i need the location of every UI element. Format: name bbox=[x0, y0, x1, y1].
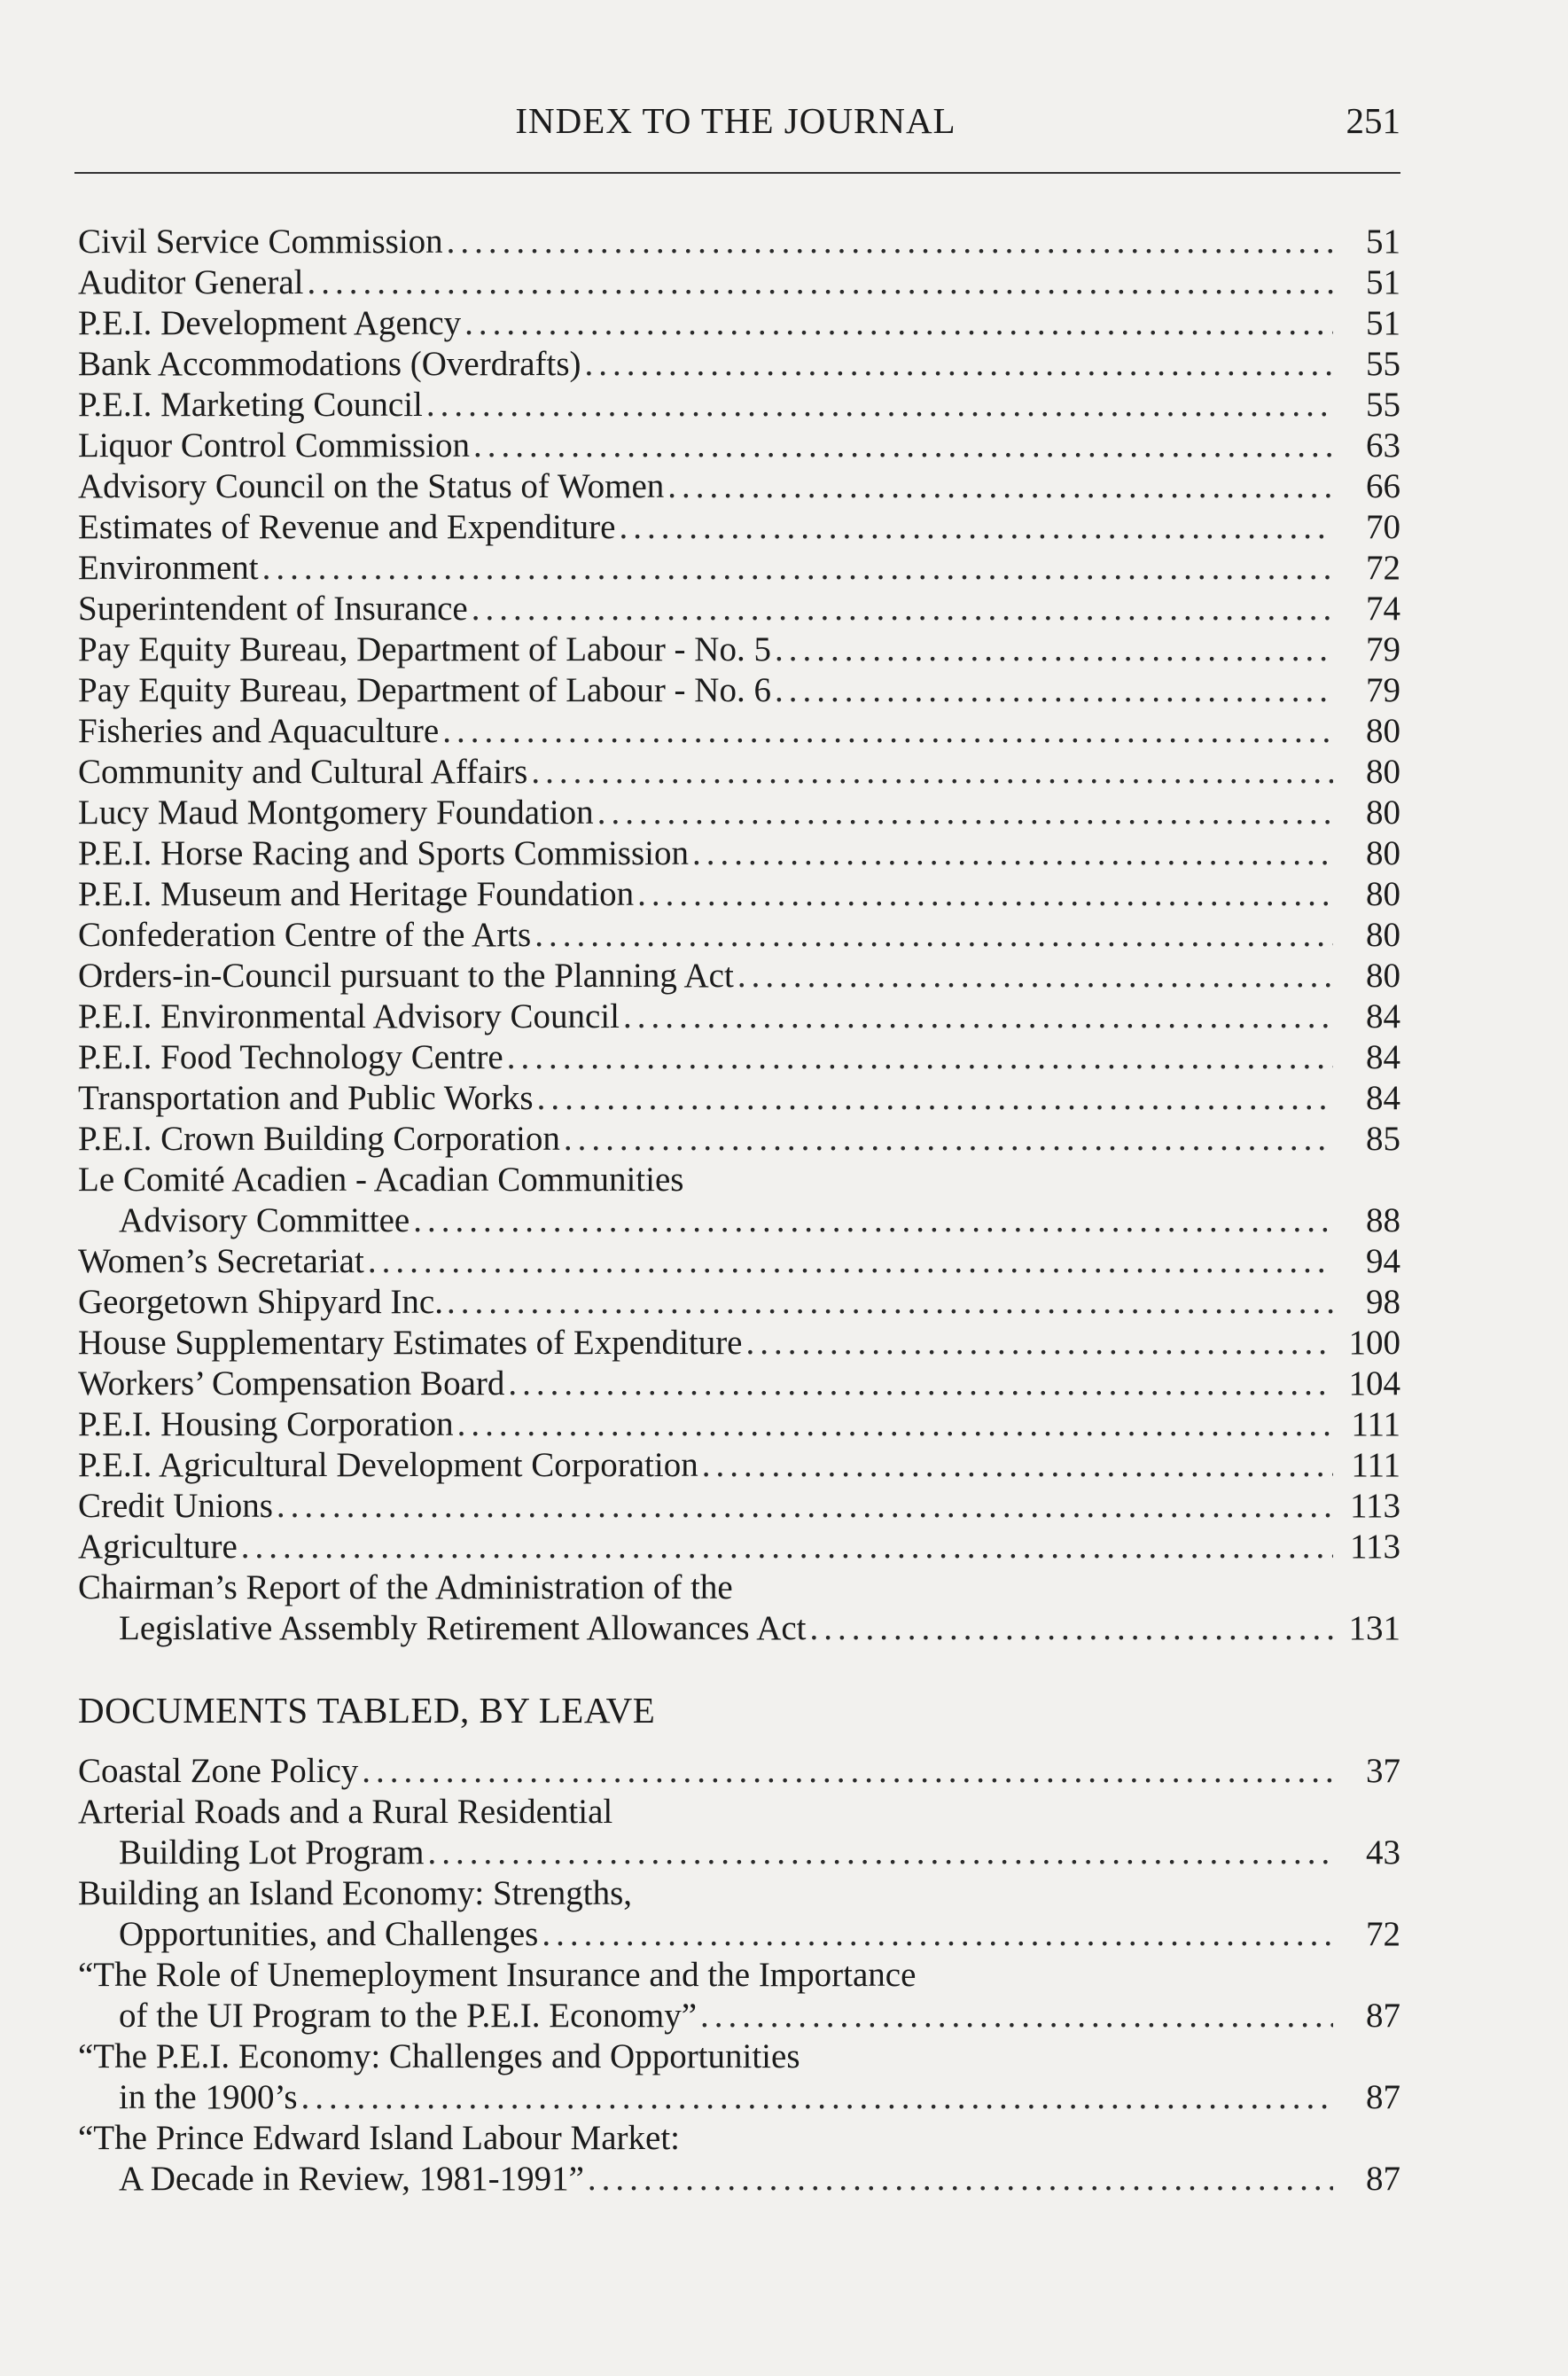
entry-line bbox=[78, 629, 1408, 670]
index-entry bbox=[78, 1527, 1408, 1567]
entry-page-number: 87 bbox=[1366, 1997, 1400, 2035]
index-entry bbox=[78, 752, 1408, 793]
entry-title: Arterial Roads and a Rural Residential bbox=[78, 1793, 613, 1831]
entry-line bbox=[78, 670, 1408, 711]
dot-leader bbox=[775, 670, 1333, 711]
entry-page-number: 111 bbox=[1351, 1446, 1400, 1484]
dot-leader bbox=[775, 629, 1333, 670]
entry-line bbox=[78, 752, 1408, 793]
entry-line bbox=[78, 2118, 1408, 2159]
dot-leader bbox=[692, 833, 1333, 874]
entry-title: “The Role of Unemeployment Insurance and the Importance bbox=[78, 1956, 917, 1994]
index-entry bbox=[78, 385, 1408, 426]
index-entry bbox=[78, 874, 1408, 915]
dot-leader bbox=[241, 1527, 1333, 1567]
entry-title: Advisory Council on the Status of Women bbox=[78, 467, 665, 505]
entry-page-number: 80 bbox=[1366, 834, 1400, 872]
entry-title: P.E.I. Housing Corporation bbox=[78, 1405, 454, 1443]
entry-page-number: 55 bbox=[1366, 386, 1400, 424]
entry-line bbox=[78, 956, 1408, 997]
entry-continuation-line bbox=[78, 1608, 1408, 1649]
entry-title: Women’s Secretariat bbox=[78, 1242, 364, 1280]
dot-leader bbox=[262, 548, 1333, 589]
index-entry bbox=[78, 833, 1408, 874]
entry-title: Building Lot Program bbox=[119, 1833, 425, 1872]
index-entry bbox=[78, 1955, 1408, 2036]
entry-line bbox=[78, 793, 1408, 833]
entry-title: Estimates of Revenue and Expenditure bbox=[78, 508, 616, 546]
entry-page-number: 74 bbox=[1366, 590, 1400, 628]
entry-page-number: 80 bbox=[1366, 875, 1400, 913]
entry-page-number: 80 bbox=[1366, 916, 1400, 954]
entry-title: Georgetown Shipyard Inc. bbox=[78, 1283, 443, 1321]
entry-title: in the 1900’s bbox=[119, 2078, 298, 2116]
entry-title: P.E.I. Crown Building Corporation bbox=[78, 1120, 560, 1158]
dot-leader bbox=[637, 874, 1333, 915]
dot-leader bbox=[447, 1282, 1333, 1323]
entry-page-number: 79 bbox=[1366, 630, 1400, 668]
entry-page-number: 51 bbox=[1366, 304, 1400, 342]
entry-title: Environment bbox=[78, 549, 259, 587]
entry-line bbox=[78, 548, 1408, 589]
entry-page-number: 104 bbox=[1348, 1364, 1400, 1403]
dot-leader bbox=[464, 303, 1333, 344]
running-title: INDEX TO THE JOURNAL bbox=[515, 100, 956, 141]
dot-leader bbox=[428, 1833, 1334, 1873]
entry-line bbox=[78, 1241, 1408, 1282]
index-entry bbox=[78, 793, 1408, 833]
entry-title: Superintendent of Insurance bbox=[78, 590, 468, 628]
entry-line bbox=[78, 833, 1408, 874]
entry-continuation-line bbox=[78, 1996, 1408, 2036]
index-entry bbox=[78, 1241, 1408, 1282]
index-entry bbox=[78, 1282, 1408, 1323]
entry-page-number: 131 bbox=[1348, 1609, 1400, 1647]
dot-leader bbox=[473, 426, 1333, 466]
index-entry bbox=[78, 1078, 1408, 1119]
index-entry bbox=[78, 507, 1408, 548]
entry-title: Advisory Committee bbox=[119, 1201, 410, 1239]
entry-title: P.E.I. Agricultural Development Corporation bbox=[78, 1446, 698, 1484]
dot-leader bbox=[362, 1751, 1333, 1792]
entry-line bbox=[78, 1404, 1408, 1445]
entry-title: Chairman’s Report of the Administration of the bbox=[78, 1568, 733, 1606]
dot-leader bbox=[810, 1608, 1333, 1649]
entry-title: P.E.I. Development Agency bbox=[78, 304, 462, 342]
entry-title: P.E.I. Environmental Advisory Council bbox=[78, 997, 620, 1036]
entry-title: Auditor General bbox=[78, 263, 304, 301]
dot-leader bbox=[623, 997, 1333, 1037]
entry-line bbox=[78, 1323, 1408, 1364]
entry-page-number: 80 bbox=[1366, 957, 1400, 995]
index-entry bbox=[78, 1037, 1408, 1078]
dot-leader bbox=[702, 1445, 1333, 1486]
dot-leader bbox=[746, 1323, 1334, 1364]
index-entry bbox=[78, 1445, 1408, 1486]
entry-title: Bank Accommodations (Overdrafts) bbox=[78, 345, 581, 383]
entry-line bbox=[78, 1527, 1408, 1567]
index-entry bbox=[78, 222, 1408, 262]
index-entry bbox=[78, 303, 1408, 344]
entry-title: of the UI Program to the P.E.I. Economy” bbox=[119, 1997, 698, 2035]
dot-leader bbox=[737, 956, 1333, 997]
entry-line bbox=[78, 1955, 1408, 1996]
entry-page-number: 87 bbox=[1366, 2160, 1400, 2198]
dot-leader bbox=[508, 1364, 1333, 1404]
dot-leader bbox=[507, 1037, 1333, 1078]
entry-line bbox=[78, 385, 1408, 426]
entry-line bbox=[78, 1160, 1408, 1200]
index-entry bbox=[78, 589, 1408, 629]
dot-leader bbox=[426, 385, 1333, 426]
entry-title: Building an Island Economy: Strengths, bbox=[78, 1874, 633, 1912]
entry-page-number: 80 bbox=[1366, 753, 1400, 791]
entry-page-number: 80 bbox=[1366, 712, 1400, 750]
entry-title: P.E.I. Horse Racing and Sports Commission bbox=[78, 834, 689, 872]
index-entry bbox=[78, 1404, 1408, 1445]
index-entry bbox=[78, 956, 1408, 997]
entry-page-number: 51 bbox=[1366, 223, 1400, 261]
index-entry bbox=[78, 2036, 1408, 2118]
index-entry bbox=[78, 344, 1408, 385]
entry-continuation-line bbox=[78, 1200, 1408, 1241]
entry-page-number: 88 bbox=[1366, 1201, 1400, 1239]
entry-line bbox=[78, 874, 1408, 915]
entry-page-number: 55 bbox=[1366, 345, 1400, 383]
entry-page-number: 37 bbox=[1366, 1752, 1400, 1790]
dot-leader bbox=[534, 915, 1333, 956]
dot-leader bbox=[542, 1914, 1333, 1955]
entry-title: Legislative Assembly Retirement Allowances Act bbox=[119, 1609, 807, 1647]
index-entry bbox=[78, 1567, 1408, 1649]
index-entry bbox=[78, 548, 1408, 589]
index-entry bbox=[78, 1323, 1408, 1364]
entry-title: Civil Service Commission bbox=[78, 223, 443, 261]
entry-page-number: 43 bbox=[1366, 1833, 1400, 1872]
entry-title: Workers’ Compensation Board bbox=[78, 1364, 505, 1403]
entry-title: Credit Unions bbox=[78, 1487, 273, 1525]
entry-line bbox=[78, 466, 1408, 507]
index-entry bbox=[78, 711, 1408, 752]
entry-line bbox=[78, 1873, 1408, 1914]
entry-page-number: 70 bbox=[1366, 508, 1400, 546]
entry-title: Opportunities, and Challenges bbox=[119, 1915, 539, 1953]
entry-line bbox=[78, 344, 1408, 385]
entry-line bbox=[78, 2036, 1408, 2077]
dot-leader bbox=[585, 344, 1333, 385]
dot-leader bbox=[531, 752, 1333, 793]
entry-line bbox=[78, 589, 1408, 629]
entry-title: “The Prince Edward Island Labour Market: bbox=[78, 2119, 680, 2157]
entry-line bbox=[78, 1751, 1408, 1792]
entry-title: Pay Equity Bureau, Department of Labour - No. 5 bbox=[78, 630, 771, 668]
entry-page-number: 80 bbox=[1366, 793, 1400, 832]
entry-line bbox=[78, 1486, 1408, 1527]
entry-line bbox=[78, 507, 1408, 548]
entry-page-number: 79 bbox=[1366, 671, 1400, 709]
entry-page-number: 85 bbox=[1366, 1120, 1400, 1158]
dot-leader bbox=[368, 1241, 1333, 1282]
entry-title: Transportation and Public Works bbox=[78, 1079, 534, 1117]
entry-page-number: 66 bbox=[1366, 467, 1400, 505]
entry-page-number: 51 bbox=[1366, 263, 1400, 301]
dot-leader bbox=[447, 222, 1333, 262]
dot-leader bbox=[619, 507, 1333, 548]
entry-line bbox=[78, 303, 1408, 344]
entry-line bbox=[78, 1119, 1408, 1160]
dot-leader bbox=[667, 466, 1333, 507]
entry-page-number: 113 bbox=[1349, 1487, 1400, 1525]
dot-leader bbox=[564, 1119, 1333, 1160]
entry-title: P.E.I. Marketing Council bbox=[78, 386, 423, 424]
entry-title: A Decade in Review, 1981-1991” bbox=[119, 2160, 584, 2198]
entry-line bbox=[78, 1282, 1408, 1323]
entry-continuation-line bbox=[78, 1833, 1408, 1873]
dot-leader bbox=[588, 2159, 1333, 2200]
entry-page-number: 84 bbox=[1366, 1038, 1400, 1076]
entry-title: “The P.E.I. Economy: Challenges and Opportunities bbox=[78, 2037, 800, 2075]
entry-line bbox=[78, 915, 1408, 956]
entry-continuation-line bbox=[78, 2077, 1408, 2118]
dot-leader bbox=[472, 589, 1333, 629]
entry-title: Pay Equity Bureau, Department of Labour - No. 6 bbox=[78, 671, 771, 709]
index-entry bbox=[78, 629, 1408, 670]
index-entry bbox=[78, 262, 1408, 303]
entry-page-number: 84 bbox=[1366, 997, 1400, 1036]
entry-page-number: 72 bbox=[1366, 1915, 1400, 1953]
entry-line bbox=[78, 1078, 1408, 1119]
section-heading: DOCUMENTS TABLED, BY LEAVE bbox=[78, 1690, 656, 1731]
entry-line bbox=[78, 262, 1408, 303]
page-header bbox=[71, 99, 1400, 152]
dot-leader bbox=[301, 2077, 1334, 2118]
entry-title: Liquor Control Commission bbox=[78, 426, 471, 465]
index-entry bbox=[78, 1160, 1408, 1241]
entry-line bbox=[78, 997, 1408, 1037]
entry-continuation-line bbox=[78, 1914, 1408, 1955]
index-entry bbox=[78, 1792, 1408, 1873]
entry-line bbox=[78, 1567, 1408, 1608]
entry-page-number: 72 bbox=[1366, 549, 1400, 587]
entry-title: Fisheries and Aquaculture bbox=[78, 712, 440, 750]
index-entry bbox=[78, 1873, 1408, 1955]
dot-leader bbox=[442, 711, 1333, 752]
entry-page-number: 100 bbox=[1348, 1324, 1400, 1362]
entry-title: Orders-in-Council pursuant to the Planning Act bbox=[78, 957, 734, 995]
entry-page-number: 98 bbox=[1366, 1283, 1400, 1321]
entry-continuation-line bbox=[78, 2159, 1408, 2200]
dot-leader bbox=[700, 1996, 1333, 2036]
entry-title: House Supplementary Estimates of Expenditure bbox=[78, 1324, 743, 1362]
entry-page-number: 87 bbox=[1366, 2078, 1400, 2116]
index-entry bbox=[78, 1119, 1408, 1160]
entry-page-number: 94 bbox=[1366, 1242, 1400, 1280]
entry-line bbox=[78, 711, 1408, 752]
dot-leader bbox=[277, 1486, 1333, 1527]
documents-tabled-list bbox=[78, 1751, 1408, 2200]
index-entry bbox=[78, 2118, 1408, 2200]
entry-line bbox=[78, 426, 1408, 466]
entry-line bbox=[78, 222, 1408, 262]
entry-page-number: 84 bbox=[1366, 1079, 1400, 1117]
index-entry bbox=[78, 670, 1408, 711]
index-entry bbox=[78, 1364, 1408, 1404]
entry-title: Lucy Maud Montgomery Foundation bbox=[78, 793, 594, 832]
dot-leader bbox=[457, 1404, 1333, 1445]
entry-title: Community and Cultural Affairs bbox=[78, 753, 528, 791]
page-number: 251 bbox=[1346, 100, 1400, 141]
index-entry bbox=[78, 1486, 1408, 1527]
entry-title: P.E.I. Museum and Heritage Foundation bbox=[78, 875, 635, 913]
entry-line bbox=[78, 1445, 1408, 1486]
entry-title: Agriculture bbox=[78, 1528, 238, 1566]
index-entry bbox=[78, 466, 1408, 507]
entry-line bbox=[78, 1364, 1408, 1404]
entry-page-number: 63 bbox=[1366, 426, 1400, 465]
dot-leader bbox=[537, 1078, 1333, 1119]
entry-title: Le Comité Acadien - Acadian Communities bbox=[78, 1161, 684, 1199]
entry-line bbox=[78, 1037, 1408, 1078]
index-entry bbox=[78, 997, 1408, 1037]
dot-leader bbox=[413, 1200, 1333, 1241]
dot-leader bbox=[308, 262, 1334, 303]
entry-line bbox=[78, 1792, 1408, 1833]
index-entry bbox=[78, 426, 1408, 466]
dot-leader bbox=[597, 793, 1333, 833]
index-list bbox=[78, 222, 1408, 1649]
index-entry bbox=[78, 915, 1408, 956]
entry-page-number: 113 bbox=[1349, 1528, 1400, 1566]
entry-title: P.E.I. Food Technology Centre bbox=[78, 1038, 503, 1076]
entry-title: Confederation Centre of the Arts bbox=[78, 916, 532, 954]
entry-title: Coastal Zone Policy bbox=[78, 1752, 359, 1790]
header-rule bbox=[74, 172, 1400, 174]
index-entry bbox=[78, 1751, 1408, 1792]
entry-page-number: 111 bbox=[1351, 1405, 1400, 1443]
